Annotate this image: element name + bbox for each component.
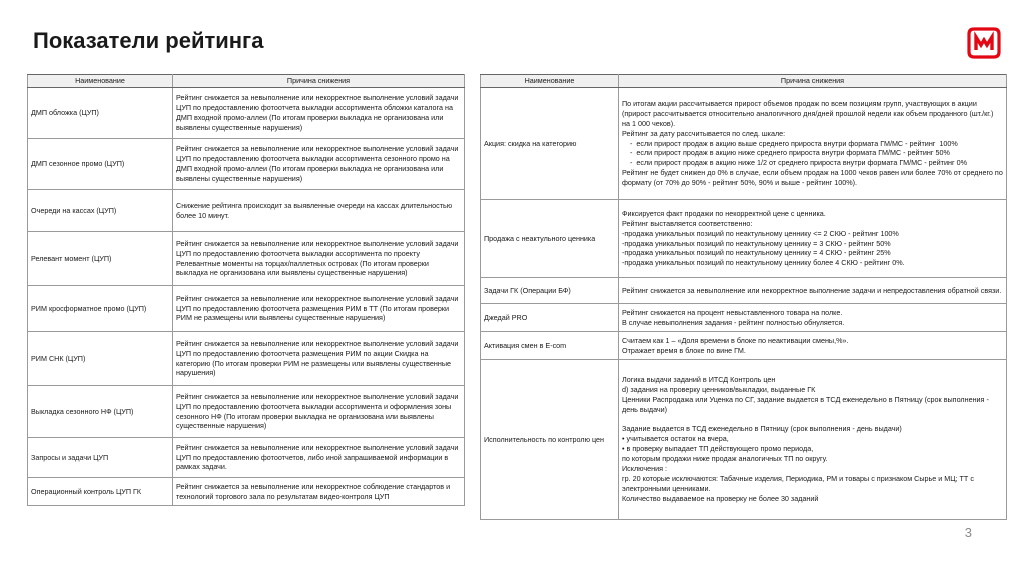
reason-line: d) задания на проверку ценников/выкладки, выданные ГК: [622, 385, 816, 395]
table-row: [28, 190, 465, 232]
right-rating-table: [480, 74, 1007, 520]
table-row: [28, 438, 465, 478]
reason-line: гр. 20 которые исключаются: Табачные изделия, Периодика, РМ и товары с признаком Сырье и МЦ; ТТ с электронными ценниками.: [622, 473, 976, 493]
indicator-name: Акция: скидка на категорию: [481, 88, 619, 200]
reason-line: Задание выдается в ТСД еженедельно в Пятницу (срок выполнения - день выдачи): [622, 424, 902, 434]
indicator-name: РИМ СНК (ЦУП): [28, 332, 173, 386]
indicator-name: Релевант момент (ЦУП): [28, 232, 173, 286]
reason-line: Ценники Распродажа или Уценка по СГ, задание выдается в ТСД еженедельно в Пятницу (срок выполнения - день выдачи): [622, 395, 991, 415]
table-row: [28, 286, 465, 332]
reason-line: Рейтинг выставляется соответственно:: [622, 218, 753, 228]
reason-line: -продажа уникальных позиций по неактульному ценнику = 4 СКЮ - рейтинг 25%: [622, 248, 891, 258]
reason-line: -продажа уникальных позиций по неактульному ценнику более 4 СКЮ - рейтинг 0%.: [622, 258, 905, 268]
decrease-reason: Рейтинг снижается за невыполнение или некорректное выполнение условий задачи ЦУП по предоставлению фотоотчета выкладки ассортимента обложки каталога на ДМП входной промо-аллеи (По итогам проверки выкладка не организована или выявлены существенные нарушения): [173, 88, 465, 139]
reason-line: Количество выдаваемое на проверку не более 30 заданий: [622, 493, 819, 503]
column-header-name: Наименование: [28, 75, 173, 88]
decrease-reason: Рейтинг снижается за невыполнение или некорректное выполнение условий задачи ЦУП по предоставлению фотоотчета размещения РИМ в ТТ (По итогам проверки РИМ не размещены или выявлены существенные нарушения): [173, 286, 465, 332]
decrease-reason: [619, 360, 1007, 520]
column-header-reason: Причина снижения: [173, 75, 465, 88]
indicator-name: Задачи ГК (Операции БФ): [481, 278, 619, 304]
reason-line: - если прирост продаж в акцию ниже среднего прироста внутри формата ГМ/МС - рейтинг 50%: [622, 148, 950, 158]
reason-line: [622, 415, 1003, 424]
decrease-reason: [619, 304, 1007, 332]
table-row: [481, 360, 1007, 520]
reason-line: Фиксируется факт продажи по некорректной цене с ценника.: [622, 208, 826, 218]
reason-line: Отражает время в блоке по вине ГМ.: [622, 345, 746, 355]
reason-line: -продажа уникальных позиций по неактульному ценнику <= 2 СКЮ - рейтинг 100%: [622, 228, 899, 238]
brand-m-logo-icon: [966, 26, 1002, 60]
table-row: [28, 478, 465, 506]
table-row: [481, 200, 1007, 278]
indicator-name: Активация смен в E-com: [481, 332, 619, 360]
indicator-name: ДМП обложка (ЦУП): [28, 88, 173, 139]
column-header-reason: Причина снижения: [619, 75, 1007, 88]
table-row: [481, 88, 1007, 200]
decrease-reason: [619, 278, 1007, 304]
reason-line: -продажа уникальных позиций по неактульному ценнику = 3 СКЮ - рейтинг 50%: [622, 238, 891, 248]
reason-line: В случае невыполнения задания - рейтинг полностью обнуляется.: [622, 317, 845, 327]
indicator-name: Джедай PRO: [481, 304, 619, 332]
reason-line: - если прирост продаж в акцию ниже 1/2 от среднего прироста внутри формата ГМ/МС - рейтинг 0%: [622, 158, 967, 168]
decrease-reason: [619, 200, 1007, 278]
table-row: [28, 232, 465, 286]
decrease-reason: Рейтинг снижается за невыполнение или некорректное выполнение условий задачи ЦУП по предоставлению фотоотчета выкладки ассортимента и оформления зоны сезонного НФ (По итогам проверки выкладка не организована или выявлены существенные нарушения): [173, 386, 465, 438]
decrease-reason: Рейтинг снижается за невыполнение или некорректное выполнение условий задачи ЦУП по предоставлению фотоотчетов, либо иной запрашиваемой информации в рамках задачи.: [173, 438, 465, 478]
reason-line: Рейтинг снижается за невыполнение или некорректное выполнение задачи и непредоставления обратной связи.: [622, 285, 1002, 295]
reason-line: Рейтинг снижается на процент невыставленного товара на полке.: [622, 307, 843, 317]
table-header-row: [28, 75, 465, 88]
table-row: [28, 386, 465, 438]
reason-line: Рейтинг за дату рассчитывается по след. шкале:: [622, 128, 786, 138]
page-title: Показатели рейтинга: [33, 28, 264, 53]
decrease-reason: Рейтинг снижается за невыполнение или некорректное выполнение условий задачи ЦУП по предоставлению фотоотчета размещения РИМ по акции Скидка на категорию (По итогам проверки РИМ не размещены или выявлены существенные нарушения): [173, 332, 465, 386]
reason-line: по которым продажи ниже продаж аналогичных ТП по округу.: [622, 453, 828, 463]
indicator-name: Исполнительность по контролю цен: [481, 360, 619, 520]
table-row: [28, 332, 465, 386]
indicator-name: Операционный контроль ЦУП ГК: [28, 478, 173, 506]
table-row: [481, 278, 1007, 304]
indicator-name: Выкладка сезонного НФ (ЦУП): [28, 386, 173, 438]
table-row: [481, 332, 1007, 360]
reason-line: Рейтинг не будет снижен до 0% в случае, если объем продаж на 1000 чеков равен или более 70% от среднего по формату (от 70% до 90% - рейтинг 50%, 90% и выше - рейтинг 100%).: [622, 168, 1005, 188]
left-rating-table: [27, 74, 465, 506]
decrease-reason: Снижение рейтинга происходит за выявленные очереди на кассах длительностью более 10 минут.: [173, 190, 465, 232]
reason-line: Исключения :: [622, 463, 668, 473]
indicator-name: Продажа с неактульного ценника: [481, 200, 619, 278]
table-row: [481, 304, 1007, 332]
indicator-name: РИМ кросформатное промо (ЦУП): [28, 286, 173, 332]
indicator-name: ДМП сезонное промо (ЦУП): [28, 139, 173, 190]
column-header-name: Наименование: [481, 75, 619, 88]
indicator-name: Очереди на кассах (ЦУП): [28, 190, 173, 232]
decrease-reason: Рейтинг снижается за невыполнение или некорректное выполнение условий задачи ЦУП по предоставлению фотоотчета выкладки ассортимента сезонного промо на ДМП входной промо-аллеи (По итогам проверки выкладка не организована или выявлены существенные нарушения): [173, 139, 465, 190]
table-row: [28, 88, 465, 139]
table-header-row: [481, 75, 1007, 88]
decrease-reason: Рейтинг снижается за невыполнение или некорректное выполнение условий задачи ЦУП по предоставлению фотоотчета выкладки ассортимента по проекту Релевантные моменты на торцах/паллетных островах (По итогам проверки выкладка не организована или выявлены существенные нарушения): [173, 232, 465, 286]
reason-line: • учитывается остаток на вчера,: [622, 434, 729, 444]
reason-line: Логика выдачи заданий в ИТСД Контроль цен: [622, 375, 776, 385]
reason-line: • в проверку выпадает ТП действующего промо периода,: [622, 444, 814, 453]
reason-line: По итогам акции рассчитывается прирост объемов продаж по всем позициям групп, участвующих в акции (прирост рассчитывается относительно аналогичного дня/дней прошлой недели как объем проданного (шт./кг.) на 1 000 чеков).: [622, 98, 996, 128]
reason-line: Считаем как 1 – «Доля времени в блоке по неактивации смены,%».: [622, 335, 849, 345]
decrease-reason: [619, 88, 1007, 200]
reason-line: - если прирост продаж в акцию выше среднего прироста внутри формата ГМ/МС - рейтинг 100%: [622, 138, 958, 148]
decrease-reason: [619, 332, 1007, 360]
decrease-reason: Рейтинг снижается за невыполнение или некорректное соблюдение стандартов и технологий торгового зала по результатам видео-контроля ЦУП: [173, 478, 465, 506]
table-row: [28, 139, 465, 190]
page-number: 3: [964, 525, 972, 540]
indicator-name: Запросы и задачи ЦУП: [28, 438, 173, 478]
